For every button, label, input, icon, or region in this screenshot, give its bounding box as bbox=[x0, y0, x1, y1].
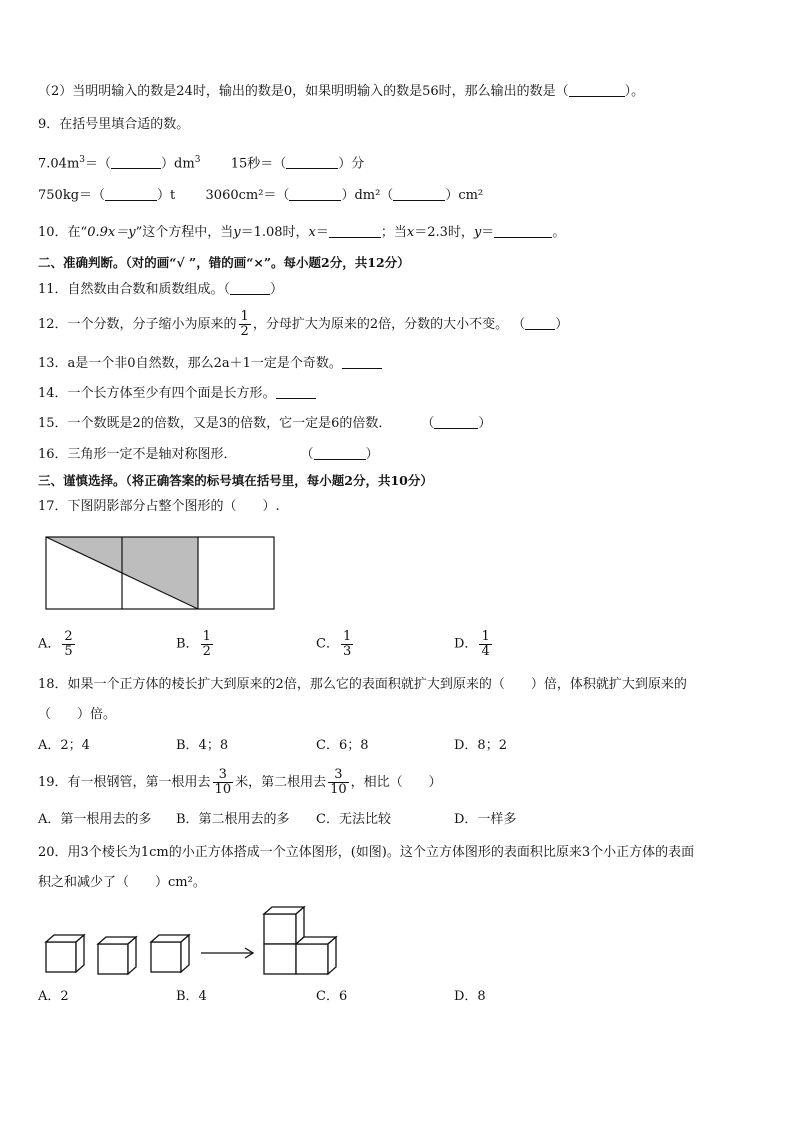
stacked-cubes bbox=[264, 907, 336, 974]
answer-blank[interactable] bbox=[494, 225, 552, 238]
arrow bbox=[201, 948, 253, 958]
fraction: $\frac{3}{10}$ bbox=[214, 767, 232, 797]
answer-blank[interactable] bbox=[276, 386, 316, 399]
q20-option-b[interactable]: B．4 bbox=[176, 989, 207, 1004]
question-18-line-2: （ ）倍。 bbox=[38, 707, 117, 722]
q17-option-d[interactable]: D． $\frac{1}{4}$ bbox=[454, 629, 490, 659]
cubes-figure bbox=[40, 900, 350, 976]
question-15: 15．一个数既是2的倍数，又是3的倍数，它一定是6的倍数． （ ） bbox=[38, 416, 492, 431]
answer-blank[interactable] bbox=[525, 317, 555, 330]
q18-option-d[interactable]: D．8；2 bbox=[454, 738, 507, 753]
answer-blank[interactable] bbox=[105, 188, 157, 201]
question-9-row-2: 750kg＝（ ）t 3060cm²＝（ ）dm²（ ）cm² bbox=[38, 188, 484, 203]
question-8-2: （2）当明明输入的数是24时，输出的数是0，如果明明输入的数是56时，那么输出的数是（ ）。 bbox=[38, 84, 645, 99]
answer-blank[interactable] bbox=[329, 225, 381, 238]
question-14: 14．一个长方体至少有四个面是长方形。 bbox=[38, 385, 316, 403]
question-11: 11．自然数由合数和质数组成。（ ） bbox=[38, 282, 284, 297]
question-9-row-1: $7.04m^3=$（ ）$dm^3$ 15秒＝（ ）分 bbox=[38, 155, 365, 172]
q20-option-c[interactable]: C．6 bbox=[316, 989, 348, 1004]
question-19: 19．有一根钢管，第一根用去 $\frac{3}{10}$ 米，第二根用去 $\frac{3}{10}$ ，相比（ ） bbox=[38, 767, 442, 797]
q20-option-a[interactable]: A．2 bbox=[38, 989, 69, 1004]
answer-blank[interactable] bbox=[289, 188, 341, 201]
section-3-heading: 三、谨慎选择。（将正确答案的标号填在括号里，每小题2分，共10分） bbox=[38, 473, 433, 488]
q20-option-d[interactable]: D．8 bbox=[454, 989, 486, 1004]
answer-blank[interactable] bbox=[342, 356, 382, 369]
answer-blank[interactable] bbox=[230, 282, 270, 295]
q17-option-a[interactable]: A． $\frac{2}{5}$ bbox=[38, 629, 73, 659]
q19-option-d[interactable]: D．一样多 bbox=[454, 812, 517, 827]
cube-2 bbox=[98, 937, 136, 974]
shaded-rectangle-figure bbox=[45, 536, 277, 612]
fraction: $\frac{3}{10}$ bbox=[330, 767, 347, 797]
answer-blank[interactable] bbox=[569, 84, 625, 97]
question-10: 10．在“0.9x＝y”这个方程中，当y＝1.08时，x＝ ；当x＝2.3时，y＝ 。 bbox=[38, 225, 566, 240]
answer-blank[interactable] bbox=[314, 447, 366, 460]
q17-option-b[interactable]: B． $\frac{1}{2}$ bbox=[176, 629, 211, 659]
q18-option-b[interactable]: B．4；8 bbox=[176, 738, 229, 753]
answer-blank[interactable] bbox=[111, 156, 161, 169]
question-12: 12．一个分数，分子缩小为原来的 $\frac{1}{2}$ ，分母扩大为原来的2倍，分数的大小不变。 （ ） bbox=[38, 309, 569, 339]
question-17: 17．下图阴影部分占整个图形的（ ）. bbox=[38, 499, 280, 514]
question-16: 16．三角形一定不是轴对称图形． （ ） bbox=[38, 447, 379, 462]
answer-blank[interactable] bbox=[393, 188, 445, 201]
cube-1 bbox=[46, 935, 84, 972]
question-20-line-2: 积之和减少了（ ）cm²。 bbox=[38, 875, 206, 890]
q18-option-c[interactable]: C．6；8 bbox=[316, 738, 369, 753]
cube-3 bbox=[151, 935, 189, 972]
question-18-line-1: 18．如果一个正方体的棱长扩大到原来的2倍，那么它的表面积就扩大到原来的（ ）倍，体积就扩大到原来的 bbox=[38, 677, 687, 692]
q18-option-a[interactable]: A．2；4 bbox=[38, 738, 90, 753]
section-2-heading: 二、准确判断。（对的画“√ ”，错的画“×”。每小题2分，共12分） bbox=[38, 255, 410, 270]
answer-blank[interactable] bbox=[286, 156, 338, 169]
fraction: $\frac{1}{2}$ bbox=[240, 309, 249, 339]
question-20-line-1: 20．用3个棱长为1cm的小正方体搭成一个立体图形，(如图)。这个立方体图形的表面积比原来3个小正方体的表面 bbox=[38, 845, 695, 860]
q19-option-a[interactable]: A．第一根用去的多 bbox=[38, 812, 152, 827]
question-13: 13．a是一个非0自然数，那么2a＋1一定是个奇数。 bbox=[38, 355, 382, 373]
question-9-title: 9．在括号里填合适的数。 bbox=[38, 117, 190, 132]
q19-option-b[interactable]: B．第二根用去的多 bbox=[176, 812, 290, 827]
answer-blank[interactable] bbox=[434, 416, 478, 429]
q19-option-c[interactable]: C．无法比较 bbox=[316, 812, 391, 827]
q17-option-c[interactable]: C． $\frac{1}{3}$ bbox=[316, 629, 352, 659]
